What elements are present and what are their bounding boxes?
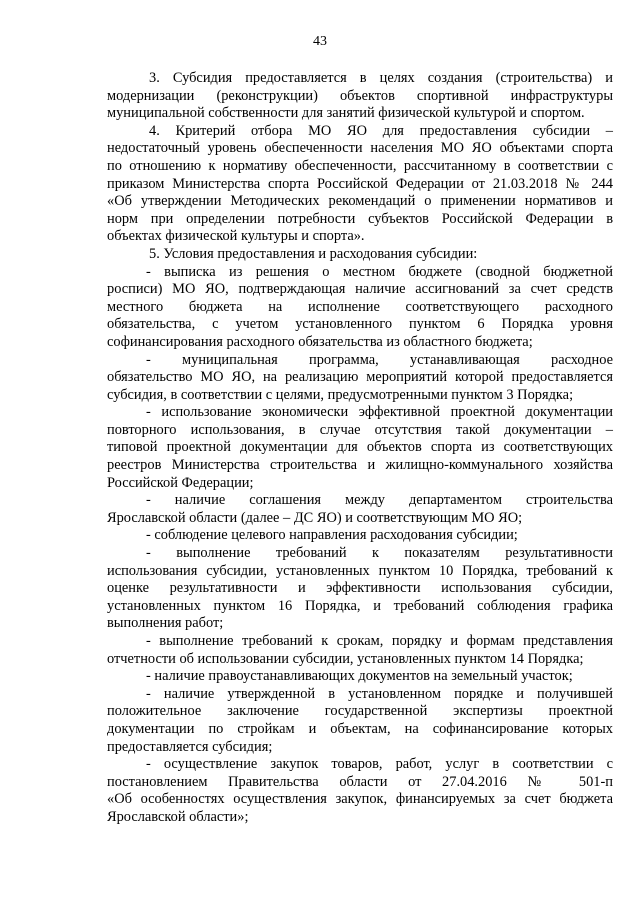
text-line: - соблюдение целевого направления расходования субсидии;: [146, 527, 518, 544]
text-line: недостаточный уровень обеспеченности населения МО ЯО объектами спорта: [107, 140, 613, 157]
text-line: муниципальной собственности для занятий физической культурой и спортом.: [107, 105, 585, 122]
text-line: объектах физической культуры и спорта».: [107, 228, 365, 245]
page-number: 43: [313, 34, 327, 49]
text-line: модернизации (реконструкции) объектов спортивной инфраструктуры: [107, 87, 613, 104]
text-line: - наличие соглашения между департаментом строительства: [146, 492, 613, 509]
text-line: по отношению к нормативу обеспеченности, рассчитанному в соответствии с: [107, 157, 613, 174]
text-line: «Об утверждении Методических рекомендаций о применении нормативов и: [107, 193, 613, 210]
text-line: - наличие правоустанавливающих документов на земельный участок;: [146, 668, 573, 685]
text-line: реестров Министерства строительства и жилищно-коммунального хозяйства: [107, 457, 613, 474]
text-line: обязательства, с учетом установленного пунктом 6 Порядка уровня: [107, 316, 613, 333]
text-line: обязательство МО ЯО, на реализацию мероприятий которой предоставляется: [107, 369, 613, 386]
text-line: использования субсидии, установленных пунктом 10 Порядка, требований к: [107, 562, 613, 579]
text-line: предоставляется субсидия;: [107, 738, 273, 755]
text-line: постановлением Правительства области от 27.04.2016 № 501-п: [107, 773, 613, 790]
text-line: положительное заключение государственной экспертизы проектной: [107, 703, 613, 720]
text-line: - использование экономически эффективной проектной документации: [146, 404, 613, 421]
text-line: повторного использования, в случае отсутствия такой документации –: [107, 421, 613, 438]
text-line: - выписка из решения о местном бюджете (сводной бюджетной: [146, 263, 613, 280]
text-line: Ярославской области (далее – ДС ЯО) и соответствующим МО ЯО;: [107, 509, 523, 526]
text-line: субсидия, в соответствии с целями, предусмотренными пунктом 3 Порядка;: [107, 386, 574, 403]
text-line: - выполнение требований к показателям результативности: [146, 545, 613, 562]
text-line: 3. Субсидия предоставляется в целях создания (строительства) и: [149, 70, 613, 86]
text-line: установленных пунктом 16 Порядка, и требований соблюдения графика: [107, 597, 613, 614]
text-line: росписи) МО ЯО, подтверждающая наличие ассигнований за счет средств: [107, 281, 613, 298]
text-line: 4. Критерий отбора МО ЯО для предоставления субсидии –: [149, 122, 613, 139]
text-line: отчетности об использовании субсидии, установленных пунктом 14 Порядка;: [107, 650, 584, 667]
text-line: Российской Федерации;: [107, 474, 254, 491]
text-line: - муниципальная программа, устанавливающая расходное: [146, 351, 613, 368]
text-line: - выполнение требований к срокам, порядку и формам представления: [146, 633, 613, 649]
document-body: [107, 70, 613, 827]
text-line: норм при определении потребности субъектов Российской Федерации в: [107, 210, 613, 227]
text-line: приказом Министерства спорта Российской Федерации от 21.03.2018 № 244: [107, 175, 613, 192]
text-line: выполнения работ;: [107, 615, 224, 632]
text-line: оценке результативности и эффективности использования субсидии,: [107, 580, 613, 597]
text-line: типовой проектной документации для объектов спорта из соответствующих: [107, 439, 613, 456]
text-line: софинансирования расходного обязательства из областного бюджета;: [107, 333, 533, 350]
text-line: Ярославской области»;: [107, 808, 249, 825]
text-line: 5. Условия предоставления и расходования субсидии:: [149, 245, 478, 262]
text-line: местного бюджета на исполнение соответствующего расходного: [107, 298, 613, 315]
text-line: - осуществление закупок товаров, работ, услуг в соответствии с: [146, 756, 613, 773]
text-line: «Об особенностях осуществления закупок, финансируемых за счет бюджета: [107, 791, 613, 808]
text-line: - наличие утвержденной в установленном порядке и получившей: [146, 685, 613, 702]
text-line: документации по стройкам и объектам, на софинансирование которых: [107, 720, 613, 737]
